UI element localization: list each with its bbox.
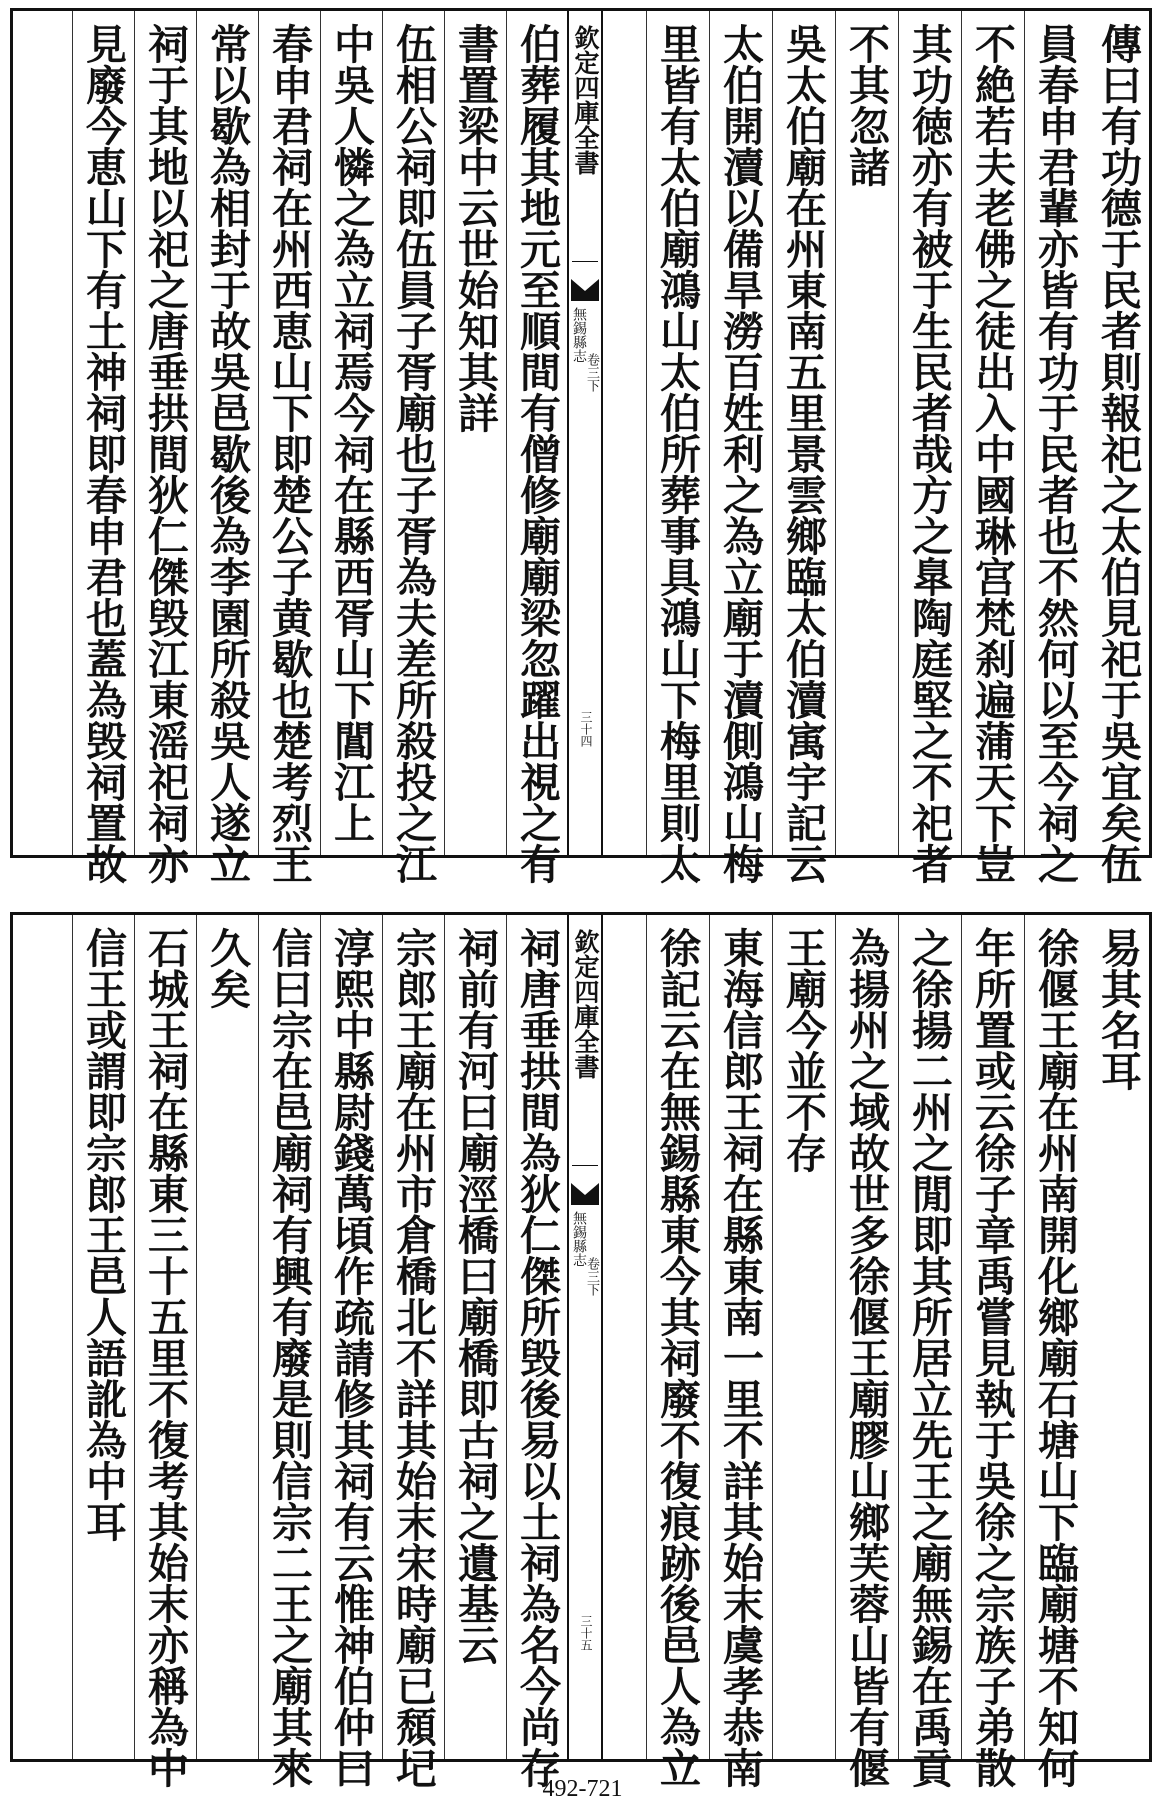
column-text: 春申君祠在州西恵山下即楚公子黄歇也楚考烈王 bbox=[265, 23, 313, 884]
column-text: 其功徳亦有被于生民者哉方之臯陶庭堅之不祀者 bbox=[905, 23, 953, 884]
text-column bbox=[258, 915, 320, 1788]
column-text: 王廟今並不存 bbox=[779, 927, 827, 1173]
bottom-page bbox=[10, 912, 1152, 1788]
column-text: 中吳人憐之為立祠焉今祠在縣西胥山下閶江上 bbox=[327, 23, 375, 843]
column-text: 吳太伯廟在州東南五里景雲鄉臨太伯瀆㝢宇記云 bbox=[779, 23, 827, 884]
text-column bbox=[898, 915, 960, 1788]
fish-tail-icon bbox=[571, 1183, 599, 1205]
text-column bbox=[835, 915, 897, 1788]
column-text: 石城王祠在縣東三十五里不復考其始末亦稱為中 bbox=[141, 927, 189, 1788]
center-juan: 卷三下 bbox=[584, 1257, 599, 1296]
text-column bbox=[646, 11, 708, 884]
text-column bbox=[1087, 915, 1149, 1759]
text-column bbox=[1024, 11, 1086, 884]
column-text: 祠于其地以祀之唐垂拱間狄仁傑毁江東滛祀祠亦 bbox=[141, 23, 189, 884]
text-column bbox=[835, 11, 897, 855]
page-footer-label: 492-721 bbox=[542, 1776, 623, 1802]
center-column bbox=[567, 915, 603, 1759]
bottom-page-columns bbox=[13, 915, 1149, 1788]
text-column bbox=[961, 11, 1023, 884]
column-text: 傳曰有功德于民者則報祀之太伯見祀于吳宜矣伍 bbox=[1094, 23, 1142, 884]
column-text: 久矣 bbox=[203, 927, 251, 1009]
column-text: 信王或謂即宗郎王邑人語訛為中耳 bbox=[79, 927, 127, 1542]
text-column bbox=[646, 915, 708, 1788]
top-page-columns bbox=[13, 11, 1149, 884]
text-column bbox=[196, 11, 258, 884]
text-column bbox=[382, 915, 444, 1788]
column-text: 易其名耳 bbox=[1094, 927, 1142, 1091]
column-text: 伯葬履其地元至順間有僧修廟廟梁忽躍出視之有 bbox=[513, 23, 561, 884]
text-column bbox=[444, 915, 506, 1759]
text-column bbox=[72, 11, 134, 884]
text-column bbox=[72, 915, 134, 1759]
text-column bbox=[709, 915, 771, 1788]
center-title: 欽定四庫全書 bbox=[571, 929, 600, 1079]
column-text: 常以歇為相封于故吳邑歇後為李園所殺吳人遂立 bbox=[203, 23, 251, 884]
column-text: 員春申君輩亦皆有功于民者也不然何以至今祠之 bbox=[1031, 23, 1079, 884]
text-column bbox=[961, 915, 1023, 1788]
text-column bbox=[709, 11, 771, 884]
column-text: 伍相公祠即伍員子胥廟也子胥為夫差所殺投之江 bbox=[389, 23, 437, 884]
text-column bbox=[134, 915, 196, 1788]
column-text: 里皆有太伯廟鴻山太伯所葬事具鴻山下梅里則太 bbox=[653, 23, 701, 884]
text-column bbox=[258, 11, 320, 884]
column-text: 淳熙中縣尉錢萬頃作疏請修其祠有云惟神伯仲曰 bbox=[327, 927, 375, 1788]
center-page-number: 三十四 bbox=[579, 711, 593, 747]
text-column bbox=[320, 915, 382, 1788]
column-text: 徐偃王廟在州南開化鄉廟石塘山下臨廟塘不知何 bbox=[1031, 927, 1079, 1788]
column-text: 見廢今恵山下有土神祠即春申君也蓋為毁祠置故 bbox=[79, 23, 127, 884]
column-text: 不絶若夫老佛之徒出入中國琳宫梵刹遍蒲天下豈 bbox=[968, 23, 1016, 884]
column-text: 不其忽諸 bbox=[842, 23, 890, 187]
fish-tail-icon bbox=[571, 279, 599, 301]
column-text: 東海信郎王祠在縣東南一里不詳其始末虞孝恭南 bbox=[716, 927, 764, 1788]
center-column bbox=[567, 11, 603, 855]
column-text: 祠前有河曰廟涇橋曰廟橋即古祠之遺基云 bbox=[451, 927, 499, 1665]
top-page bbox=[10, 8, 1152, 884]
column-text: 書置梁中云世始知其詳 bbox=[451, 23, 499, 433]
column-text: 信曰宗在邑廟祠有興有廢是則信宗二王之廟其來 bbox=[265, 927, 313, 1788]
center-page-number: 三十五 bbox=[579, 1615, 593, 1651]
text-column bbox=[134, 11, 196, 884]
text-column bbox=[772, 11, 834, 884]
text-column bbox=[320, 11, 382, 855]
center-divider bbox=[572, 1165, 598, 1166]
center-book-name: 無錫縣志 bbox=[571, 307, 587, 363]
center-book-name: 無錫縣志 bbox=[571, 1211, 587, 1267]
column-text: 太伯開瀆以備旱澇百姓利之為立廟于瀆側鴻山梅 bbox=[716, 23, 764, 884]
text-column bbox=[196, 915, 258, 1759]
center-juan: 卷三下 bbox=[584, 353, 599, 392]
text-column bbox=[444, 11, 506, 855]
text-column bbox=[1024, 915, 1086, 1788]
column-text: 宗郎王廟在州市倉橋北不詳其始末宋時廟已頹圮 bbox=[389, 927, 437, 1788]
text-column bbox=[506, 11, 568, 884]
column-text: 徐記云在無錫縣東今其祠廢不復痕跡後邑人為立 bbox=[653, 927, 701, 1788]
text-column bbox=[506, 915, 568, 1788]
column-text: 祠唐垂拱間為狄仁傑所毁後易以土祠為名今尚存 bbox=[513, 927, 561, 1788]
center-divider bbox=[572, 261, 598, 262]
text-column bbox=[772, 915, 834, 1759]
center-title: 欽定四庫全書 bbox=[571, 25, 600, 175]
column-text: 為揚州之域故世多徐偃王廟膠山鄉芙蓉山皆有偃 bbox=[842, 927, 890, 1788]
text-column bbox=[382, 11, 444, 884]
text-column bbox=[898, 11, 960, 884]
text-column bbox=[1087, 11, 1149, 884]
column-text: 年所置或云徐子章禹嘗見執于吳徐之宗族子弟散 bbox=[968, 927, 1016, 1788]
column-text: 之徐揚二州之閒即其所居立先王之廟無錫在禹貢 bbox=[905, 927, 953, 1788]
